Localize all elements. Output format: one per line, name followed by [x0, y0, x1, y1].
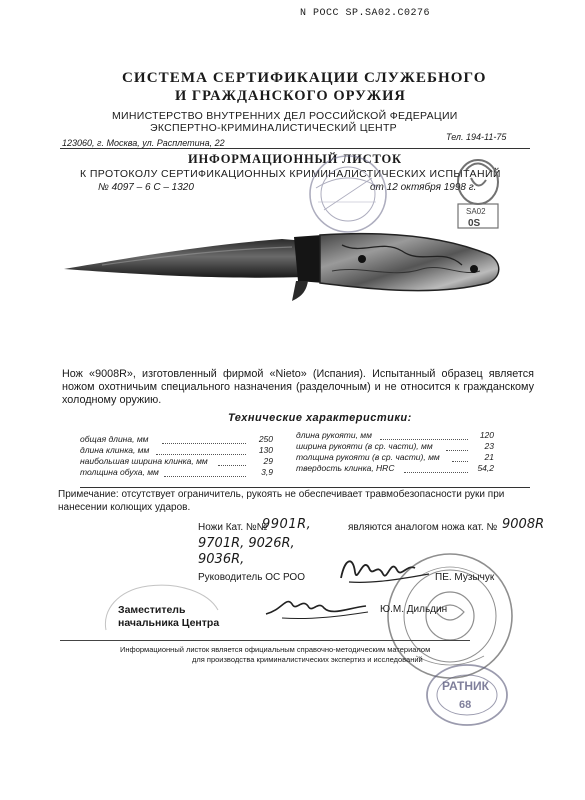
deputy-title-line1: Заместитель	[118, 604, 186, 616]
svg-text:0S: 0S	[468, 218, 481, 229]
spec-label: толщина обуха, мм	[80, 467, 159, 477]
spec-row	[296, 430, 498, 441]
footer-line1: Информационный листок является официальным справочно-методическим материалом	[120, 645, 431, 654]
specs-title: Технические характеристики:	[228, 412, 412, 424]
signature-deputy	[262, 590, 372, 624]
spec-value: 130	[258, 445, 273, 455]
spec-value: 29	[263, 456, 273, 466]
spec-row	[80, 434, 275, 445]
address: 123060, г. Москва, ул. Расплетина, 22	[62, 138, 225, 148]
center-name: ЭКСПЕРТНО-КРИМИНАЛИСТИЧЕСКИЙ ЦЕНТР	[150, 122, 397, 134]
spec-row	[80, 456, 275, 467]
spec-label: толщина рукояти (в ср. части), мм	[296, 452, 440, 462]
main-catalog-number-handwritten: 9008R	[502, 517, 545, 532]
ratnik-text: РАТНИК	[442, 679, 489, 693]
spec-label: твердость клинка, HRC	[296, 463, 395, 473]
phone: Тел. 194-11-75	[446, 132, 507, 142]
head-os-name: ПЕ. Музычук	[435, 572, 495, 583]
spec-row	[296, 452, 498, 463]
spec-value: 250	[258, 434, 273, 444]
protocol-title: К ПРОТОКОЛУ СЕРТИФИКАЦИОННЫХ КРИМИНАЛИСТИЧЕСКИХ ИСПЫТАНИЙ	[80, 168, 501, 180]
document-title: ИНФОРМАЦИОННЫЙ ЛИСТОК	[188, 152, 402, 166]
knife-photo	[62, 225, 512, 305]
head-os-title: Руководитель ОС РОО	[198, 572, 305, 583]
protocol-date: от 12 октября 1998 г.	[370, 182, 477, 193]
spec-row	[80, 467, 275, 478]
deputy-title-line2: начальника Центра	[118, 617, 220, 629]
ministry-name: МИНИСТЕРСТВО ВНУТРЕННИХ ДЕЛ РОССИЙСКОЙ ФЕДЕРАЦИИ	[112, 110, 458, 122]
system-title-line2: И ГРАЖДАНСКОГО ОРУЖИЯ	[175, 88, 406, 104]
deputy-name: Ю.М. Дильдин	[380, 604, 448, 615]
spec-label: длина рукояти, мм	[296, 430, 372, 440]
registration-number: N РОСС SP.SA02.С0276	[300, 8, 431, 19]
spec-value: 3,9	[261, 467, 273, 477]
spec-label: наибольшая ширина клинка, мм	[80, 456, 208, 466]
analog-numbers-handwritten-3: 9036R,	[198, 552, 245, 567]
spec-row	[296, 463, 498, 474]
footer-line2: для производства криминалистических экспертиз и исследований	[192, 655, 423, 664]
analog-numbers-handwritten-2: 9701R, 9026R,	[198, 536, 295, 551]
spec-value: 120	[479, 430, 494, 440]
analogs-prefix: Ножи Кат. №№	[198, 522, 268, 533]
spec-label: общая длина, мм	[80, 434, 149, 444]
protocol-number: № 4097 – 6 С – 1320	[98, 182, 194, 193]
spec-value: 21	[484, 452, 494, 462]
ratnik-number: 68	[459, 699, 472, 711]
footer-divider	[60, 640, 470, 641]
knife-description: Нож «9008R», изготовленный фирмой «Nieto» (Испания). Испытанный образец является ножом охотничьим специального назначения (разделочным) и не относится к гражданскому холодному оружию.	[62, 368, 534, 406]
cert-mark-text: SA02	[466, 207, 486, 216]
system-title-line1: СИСТЕМА СЕРТИФИКАЦИИ СЛУЖЕБНОГО	[122, 70, 487, 86]
spec-value: 23	[484, 441, 494, 451]
spec-row	[80, 445, 275, 456]
spec-label: длина клинка, мм	[80, 445, 150, 455]
note: Примечание: отсутствует ограничитель, рукоять не обеспечивает травмобезопасности руки при нанесении колющих ударов.	[58, 489, 505, 513]
analog-numbers-handwritten-1: 9901R,	[262, 517, 312, 532]
ratnik-stamp	[422, 660, 512, 730]
spec-row	[296, 441, 498, 452]
analogs-text: являются аналогом ножа кат. №	[348, 522, 498, 533]
spec-value: 54,2	[477, 463, 494, 473]
spec-label: ширина рукояти (в ср. части), мм	[296, 441, 433, 451]
